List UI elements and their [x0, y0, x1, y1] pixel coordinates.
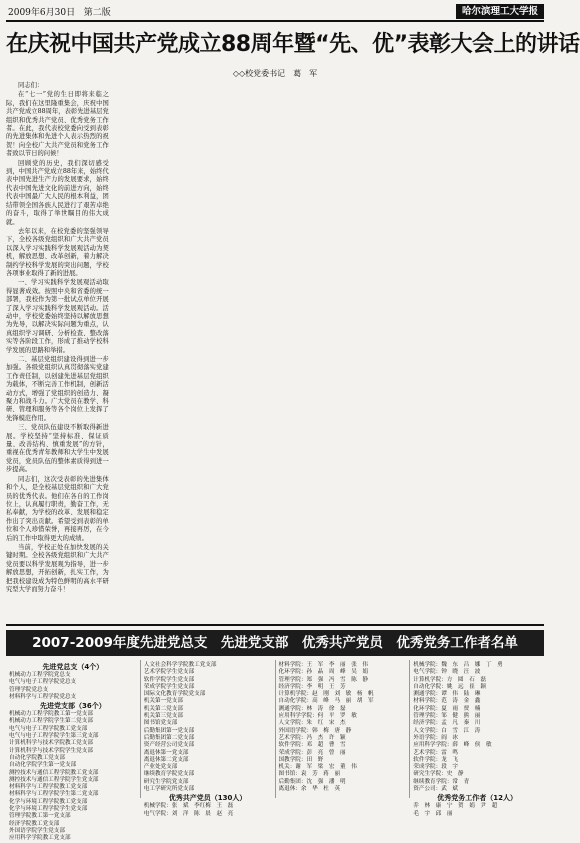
section-divider	[6, 624, 544, 626]
honor-entry: 管理学院教工第一党支部	[9, 813, 71, 820]
masthead: 哈尔滨理工大学报	[456, 4, 544, 19]
honor-entry: 应用科学学院：薛 峰 侯 敏	[413, 742, 492, 749]
honor-entry: 测通学院：林 涛 徐 磊	[278, 705, 346, 712]
article-columns	[6, 82, 544, 622]
honor-entry: 后勤集团：沈 强 潘 明	[278, 778, 346, 785]
honor-entry: 电气学院：刘 洋 陈 晨 赵 亮	[143, 810, 234, 817]
honor-entry: 毛 宇 邱 丽	[413, 810, 453, 817]
honor-entry: 管理学院：邹 健 熊 丽	[413, 713, 481, 720]
honor-column	[141, 660, 276, 817]
honor-entry: 国教学院：田 野	[278, 756, 324, 763]
honor-entry: 机关第二党支部	[143, 705, 183, 712]
honor-entry: 艺术学院：雷 鸣	[413, 749, 459, 756]
honor-entry: 离退休第二党支部	[143, 756, 189, 763]
honor-entry: 应用科学学院教工党支部	[9, 835, 71, 842]
honor-entry: 荣成学院学生党支部	[143, 683, 195, 690]
honor-entry: 测控技术与通信工程学院学生党支部	[9, 776, 99, 783]
honor-list-banner: 2007-2009年度先进党总支 先进党支部 优秀共产党员 优秀党务工作者名单	[6, 630, 544, 656]
honor-entry: 计算机学院：赵 刚 刘 敏 杨 帆	[278, 691, 374, 698]
honor-entry: 计算机学院：方 圆 石 磊	[413, 676, 486, 683]
honor-entry: 管理学院：郑 强 冯 雪 陈 静	[278, 676, 369, 683]
honor-entry: 机械动力工程学院党总支	[9, 672, 71, 678]
article-paragraph: 回顾党的历史，我们深切感受到，中国共产党成立88年来，始终代表中国先进生产力的发展要求，始终代表中国先进文化的前进方向，始终代表中国最广大人民的根本利益，团结带领全国各族人民进行了艰苦卓绝的奋斗，取得了举世瞩目的伟大成就。	[6, 159, 109, 226]
honor-entry: 机械动力工程学院教工第一党支部	[9, 711, 93, 718]
honor-entry: 机械学院：张 斌 李红梅 王 磊	[143, 803, 234, 810]
honor-entry: 人文学院：白 雪 江 涛	[413, 727, 481, 734]
honor-entry: 人文社会科学学院教工党支部	[143, 662, 217, 668]
honor-entry: 机关第三党支部	[143, 713, 183, 720]
edition-text: 第二版	[83, 8, 111, 18]
honor-list	[6, 660, 544, 842]
headline: 在庆祝中国共产党成立88周年暨“先、优”表彰大会上的讲话	[6, 32, 580, 57]
honor-category-heading: 优秀共产党员（130人）	[168, 794, 247, 803]
honor-entry: 化学与环境工程学院教工党支部	[9, 798, 88, 805]
honor-entry: 电气与电子工程学院学生第三党支部	[9, 733, 99, 740]
honor-entry: 电气与电子工程学院教工党支部	[9, 725, 88, 732]
honor-entry: 人文学院：朱 红 宋 杰	[278, 720, 346, 727]
article-paragraph: 同志们，这次受表彰的先进集体和个人，是全校基层党组织和广大党员的优秀代表。他们在各自的工作岗位上，认真履行职责，勤奋工作，无私奉献，为学校的改革、发展和稳定作出了突出贡献。希望受到表彰的单位和个人珍惜荣誉，再接再厉，在今后的工作中取得更大的成绩。	[6, 475, 109, 542]
honor-column	[410, 660, 544, 817]
article-paragraph: 二、基层党组织建设得到进一步加强。各级党组织认真贯彻落实党建工作责任制，以创建先进基层党组织为载体，不断完善工作机制，创新活动方式，增强了党组织的创造力、凝聚力和战斗力。广大党员在教学、科研、管理和服务等各个岗位上发挥了先锋模范作用。	[6, 356, 109, 422]
honor-entry: 机械学院：魏 东 吕 娜 丁 勇	[413, 662, 503, 668]
honor-entry: 乔 林 康 宁 贺 娟 尹 超	[413, 803, 498, 810]
article-body	[6, 82, 544, 622]
honor-entry: 经济学院教工党支部	[9, 820, 60, 827]
honor-entry: 电气学院：钟 晓 汪 波	[413, 669, 481, 676]
issue-date	[8, 5, 111, 18]
honor-entry: 测通学院：谭 伟 陆 琳	[413, 691, 481, 698]
honor-entry: 经济学院：李 明 王 芳	[278, 683, 346, 690]
honor-entry: 软件学院学生党支部	[143, 676, 195, 683]
honor-entry: 机关：谢 军 梁 宏 董 伟	[278, 764, 357, 771]
honor-entry: 软件学院：龙 飞	[413, 756, 459, 763]
honor-entry: 资产公司：武 斌	[413, 786, 459, 793]
honor-entry: 材料学院：范 涛 金 鑫	[413, 698, 481, 705]
page-header	[6, 4, 544, 22]
honor-entry: 后勤集团第二党支部	[143, 734, 195, 741]
honor-entry: 计算机科学与技术学院学生党支部	[9, 747, 93, 754]
honor-column	[276, 660, 411, 798]
honor-entry: 测控技术与通信工程学院教工党支部	[9, 769, 99, 776]
honor-entry: 自动化学院：高 峰 马 丽 胡 军	[278, 698, 374, 705]
honor-entry: 离退休第一党支部	[143, 749, 189, 756]
honor-entry: 国际文化教育学院党支部	[143, 691, 206, 698]
honor-entry: 图书馆：袁 芳 蒋 丽	[278, 771, 341, 778]
honor-entry: 艺术学院学生党支部	[143, 669, 195, 676]
honor-entry: 自动化学院：姚 远 崔 颖	[413, 683, 486, 690]
honor-entry: 材料学院：王 军 李 丽 张 伟	[278, 662, 369, 668]
honor-entry: 材料科学与工程学院学生第二党支部	[9, 791, 99, 798]
honor-column	[6, 660, 141, 842]
honor-entry: 继续教育学院：常 青	[413, 778, 470, 785]
honor-entry: 化环学院：孙 晶 周 峰 吴 娟	[278, 669, 369, 676]
honor-entry: 软件学院：邓 超 曹 雪	[278, 742, 346, 749]
article-paragraph: 去年以来，在校党委的坚强领导下，全校各级党组织和广大共产党员以深入学习实践科学发展观活动为契机，解放思想、改革创新，着力解决制约学校科学发展的突出问题，学校各项事业取得了新的进展。	[6, 227, 109, 277]
honor-entry: 材料科学与工程学院党总支	[9, 693, 77, 700]
honor-entry: 产业处党支部	[143, 764, 178, 771]
honor-entry: 化学与环境工程学院学生党支部	[9, 806, 88, 813]
honor-category-heading: 优秀党务工作者（12人）	[437, 794, 517, 803]
honor-entry: 管理学院党总支	[9, 686, 49, 693]
honor-entry: 应用科学学院：何 平 罗 敏	[278, 713, 357, 720]
article-paragraph: 在“七一”党的生日即将来临之际，我们在这里隆重集会，庆祝中国共产党成立88周年，表彰先进基层党组织和优秀共产党员、优秀党务工作者。在此，我代表校党委向受到表彰的先进集体和先进个人表示热烈的祝贺！向全校广大共产党员和党务工作者致以节日的问候！	[6, 91, 109, 158]
honor-entry: 机关第一党支部	[143, 698, 183, 705]
honor-entry: 材料科学与工程学院教工党支部	[9, 784, 88, 791]
honor-entry: 荣成学院：段 宇	[413, 764, 459, 771]
article-paragraph: 当前，学校正处在加快发展的关键时期。全校各级党组织和广大共产党员要以科学发展观为指导，进一步解放思想，开拓创新，扎实工作，为把我校建设成为特色鲜明的高水平研究型大学而努力奋斗！	[6, 543, 109, 593]
date-text: 2009年6月30日	[8, 8, 76, 18]
honor-entry: 图书馆党支部	[143, 720, 178, 727]
byline: ◇◇校党委书记 葛 军	[232, 69, 318, 78]
honor-entry: 机械动力工程学院学生第二党支部	[9, 718, 93, 725]
honor-entry: 荣成学院：彭 亮 曾 丽	[278, 749, 346, 756]
honor-entry: 经济学院：孟 凡 秦 川	[413, 720, 481, 727]
article-paragraph: 一、学习实践科学发展观活动取得显著成效。按照中央和省委的统一部署，我校作为第一批试点单位开展了深入学习实践科学发展观活动。活动中，学校党委始终坚持以解放思想为先导，以解决实际问题为重点，认真组织学习调研、分析检查、整改落实等各阶段工作，形成了推动学校科学发展的思路和举措。	[6, 279, 109, 354]
article-paragraph: 三、党员队伍建设不断取得新进展。学校坚持“坚持标准、保证质量、改善结构、慎重发展”的方针，重视在优秀青年教师和大学生中发展党员，党员队伍的整体素质得到进一步提高。	[6, 424, 109, 474]
honor-entry: 外国语学院学生党支部	[9, 827, 65, 834]
honor-category-heading: 先进党支部（36个）	[40, 702, 106, 711]
honor-entry: 自动化学院学生第一党支部	[9, 762, 77, 769]
honor-entry: 外国语学院：韩 梅 唐 静	[278, 727, 352, 734]
honor-entry: 研究生学院党支部	[143, 778, 189, 785]
honor-category-heading: 先进党总支（4个）	[42, 663, 104, 671]
honor-entry: 继续教育学院党支部	[143, 771, 195, 778]
honor-entry: 自动化学院教工党支部	[9, 754, 65, 761]
honor-entry: 离退休：余 华 杜 英	[278, 786, 341, 793]
honor-entry: 电气与电子工程学院党总支	[9, 679, 77, 686]
honor-entry: 艺术学院：冯 杰 许 颖	[278, 734, 346, 741]
honor-entry: 计算机科学与技术学院教工党支部	[9, 740, 93, 747]
honor-entry: 电工学研究所党支部	[143, 786, 195, 793]
honor-entry: 外语学院：阎 冰	[413, 734, 459, 741]
honor-entry: 研究生学院：史 静	[413, 771, 464, 778]
honor-entry: 资产经营公司党支部	[143, 742, 195, 749]
article-paragraph: 同志们：	[18, 82, 44, 89]
honor-entry: 后勤集团第一党支部	[143, 727, 195, 734]
honor-entry: 化环学院：夏 雨 贾 楠	[413, 705, 481, 712]
